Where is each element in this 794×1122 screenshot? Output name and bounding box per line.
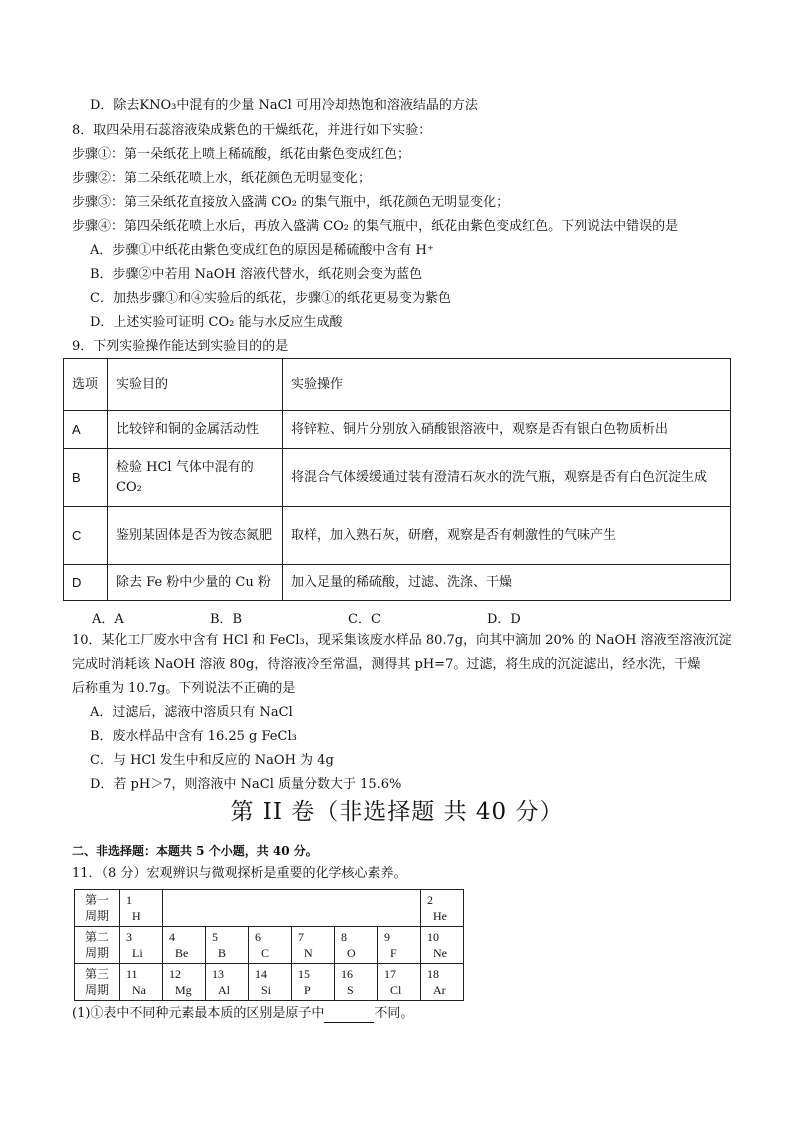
element-cell (249, 964, 292, 1001)
q8-option-a: A．步骤①中纸花由紫色变成红色的原因是稀硫酸中含有 H⁺ (90, 243, 434, 258)
element-cell (292, 964, 335, 1001)
q9-choice-a: A．A (92, 612, 124, 627)
element-number: 9 (384, 930, 390, 944)
section-intro: 二、非选择题：本题共 5 个小题，共 40 分。 (72, 844, 318, 858)
row-operation: 将混合气体缓缓通过装有澄清石灰水的洗气瓶，观察是否有白色沉淀生成 (283, 449, 731, 507)
period-row-1 (75, 890, 464, 927)
element-number: 18 (427, 967, 439, 981)
element-symbol: B (218, 946, 227, 960)
q9-choice-b: B．B (210, 612, 243, 627)
element-symbol: C (261, 946, 270, 960)
q9-choice-d: D．D (487, 612, 521, 627)
element-number: 4 (169, 930, 175, 944)
element-symbol: Cl (390, 983, 402, 997)
periodic-table (74, 889, 464, 1001)
answer-blank[interactable] (324, 1009, 374, 1023)
element-symbol: P (304, 983, 311, 997)
row-option: D (64, 565, 108, 601)
element-cell (163, 927, 206, 964)
element-cell (378, 964, 421, 1001)
element-cell (421, 927, 464, 964)
element-symbol: He (433, 909, 447, 923)
element-symbol: Ne (433, 946, 447, 960)
element-symbol: H (132, 909, 141, 923)
element-cell (120, 964, 163, 1001)
q9-stem: 9．下列实验操作能达到实验目的的是 (72, 339, 289, 354)
q11-sub1-before: (1)①表中不同种元素最本质的区别是原子中 (72, 1006, 325, 1021)
row-goal: 除去 Fe 粉中少量的 Cu 粉 (108, 565, 283, 601)
q9-choice-c: C．C (348, 612, 381, 627)
table-row (64, 565, 731, 601)
table-row (64, 507, 731, 565)
element-number: 16 (341, 967, 353, 981)
element-cell (206, 964, 249, 1001)
table-row-header (64, 359, 731, 411)
q10-stem-line2: 完成时消耗该 NaOH 溶液 80g，待溶液冷至常温，测得其 pH=7。过滤，将生成的沉淀滤出，经水洗，干燥 (72, 657, 701, 672)
q8-step4: 步骤④：第四朵纸花喷上水后，再放入盛满 CO₂ 的集气瓶中，纸花由紫色变成红色。下列说法中错误的是 (72, 219, 679, 234)
header-option: 选项 (64, 359, 108, 411)
row-operation: 取样，加入熟石灰，研磨，观察是否有刺激性的气味产生 (283, 507, 731, 565)
element-number: 6 (255, 930, 261, 944)
element-number: 14 (255, 967, 267, 981)
period-label-line1: 第三 (84, 967, 109, 981)
element-cell (163, 964, 206, 1001)
header-goal: 实验目的 (108, 359, 283, 411)
element-symbol: Al (218, 983, 230, 997)
element-number: 1 (126, 893, 132, 907)
period-label-line1: 第二 (84, 930, 109, 944)
row-option: B (64, 449, 108, 507)
empty-cell (163, 890, 421, 927)
q10-option-c: C．与 HCl 发生中和反应的 NaOH 为 4g (90, 753, 334, 768)
element-symbol: Mg (175, 983, 192, 997)
period-label (75, 890, 120, 927)
q10-stem-line1: 10．某化工厂废水中含有 HCl 和 FeCl₃，现采集该废水样品 80.7g，向其中滴加 20% 的 NaOH 溶液至溶液沉淀 (72, 633, 732, 648)
element-number: 11 (126, 967, 138, 981)
q8-step1: 步骤①：第一朵纸花上喷上稀硫酸，纸花由紫色变成红色； (72, 147, 411, 162)
period-label (75, 927, 120, 964)
element-cell (292, 927, 335, 964)
element-symbol: F (390, 946, 397, 960)
row-operation: 加入足量的稀硫酸，过滤、洗涤、干燥 (283, 565, 731, 601)
element-cell (249, 927, 292, 964)
q9-table (63, 358, 731, 601)
q10-stem-line3: 后称重为 10.7g。下列说法不正确的是 (72, 681, 296, 696)
row-goal: 检验 HCl 气体中混有的 CO₂ (108, 449, 283, 507)
period-label-line2: 周期 (84, 946, 109, 960)
q8-stem: 8．取四朵用石蕊溶液染成紫色的干燥纸花，并进行如下实验： (72, 123, 432, 138)
element-cell (421, 964, 464, 1001)
element-number: 3 (126, 930, 132, 944)
element-symbol: Be (175, 946, 189, 960)
header-operation: 实验操作 (283, 359, 731, 411)
element-cell (335, 964, 378, 1001)
element-symbol: Si (261, 983, 272, 997)
period-row-3 (75, 964, 464, 1001)
element-number: 17 (384, 967, 396, 981)
element-symbol: N (304, 946, 313, 960)
element-number: 2 (427, 893, 433, 907)
q8-step3: 步骤③：第三朵纸花直接放入盛满 CO₂ 的集气瓶中，纸花颜色无明显变化； (72, 195, 510, 210)
q8-option-d: D．上述实验可证明 CO₂ 能与水反应生成酸 (90, 315, 343, 330)
q11-stem: 11．（8 分）宏观辨识与微观探析是重要的化学核心素养。 (72, 866, 407, 881)
q11-sub1 (72, 1005, 413, 1023)
period-row-2 (75, 927, 464, 964)
element-symbol: Ar (433, 983, 446, 997)
period-label-line1: 第一 (84, 893, 109, 907)
element-number: 5 (212, 930, 218, 944)
q8-option-c: C．加热步骤①和④实验后的纸花，步骤①的纸花更易变为紫色 (90, 291, 451, 306)
period-label (75, 964, 120, 1001)
element-number: 7 (298, 930, 304, 944)
element-symbol: Li (132, 946, 143, 960)
element-symbol: O (347, 946, 356, 960)
row-operation: 将锌粒、铜片分别放入硝酸银溶液中，观察是否有银白色物质析出 (283, 411, 731, 449)
element-cell (378, 927, 421, 964)
table-row (64, 449, 731, 507)
period-label-line2: 周期 (84, 983, 109, 997)
row-goal: 鉴别某固体是否为铵态氮肥 (108, 507, 283, 565)
section-title: 第 II 卷（非选择题 共 40 分） (230, 799, 564, 825)
period-label-line2: 周期 (84, 909, 109, 923)
row-goal: 比较锌和铜的金属活动性 (108, 411, 283, 449)
q7-option-d: D．除去KNO₃中混有的少量 NaCl 可用冷却热饱和溶液结晶的方法 (90, 98, 478, 113)
q11-sub1-after: 不同。 (374, 1006, 414, 1021)
element-number: 13 (212, 967, 224, 981)
row-option: A (64, 411, 108, 449)
element-cell (120, 890, 163, 927)
q8-option-b: B．步骤②中若用 NaOH 溶液代替水，纸花则会变为蓝色 (90, 267, 422, 282)
q10-option-b: B．废水样品中含有 16.25 g FeCl₃ (90, 729, 297, 744)
row-option: C (64, 507, 108, 565)
q10-option-a: A．过滤后，滤液中溶质只有 NaCl (90, 705, 293, 720)
element-cell (206, 927, 249, 964)
element-cell (421, 890, 464, 927)
element-number: 12 (169, 967, 181, 981)
element-symbol: S (347, 983, 354, 997)
table-row (64, 411, 731, 449)
q10-option-d: D．若 pH＞7，则溶液中 NaCl 质量分数大于 15.6% (90, 777, 402, 792)
q8-step2: 步骤②：第二朵纸花喷上水，纸花颜色无明显变化； (72, 171, 372, 186)
element-number: 8 (341, 930, 347, 944)
element-cell (120, 927, 163, 964)
element-symbol: Na (132, 983, 146, 997)
element-cell (335, 927, 378, 964)
element-number: 10 (427, 930, 439, 944)
element-number: 15 (298, 967, 310, 981)
